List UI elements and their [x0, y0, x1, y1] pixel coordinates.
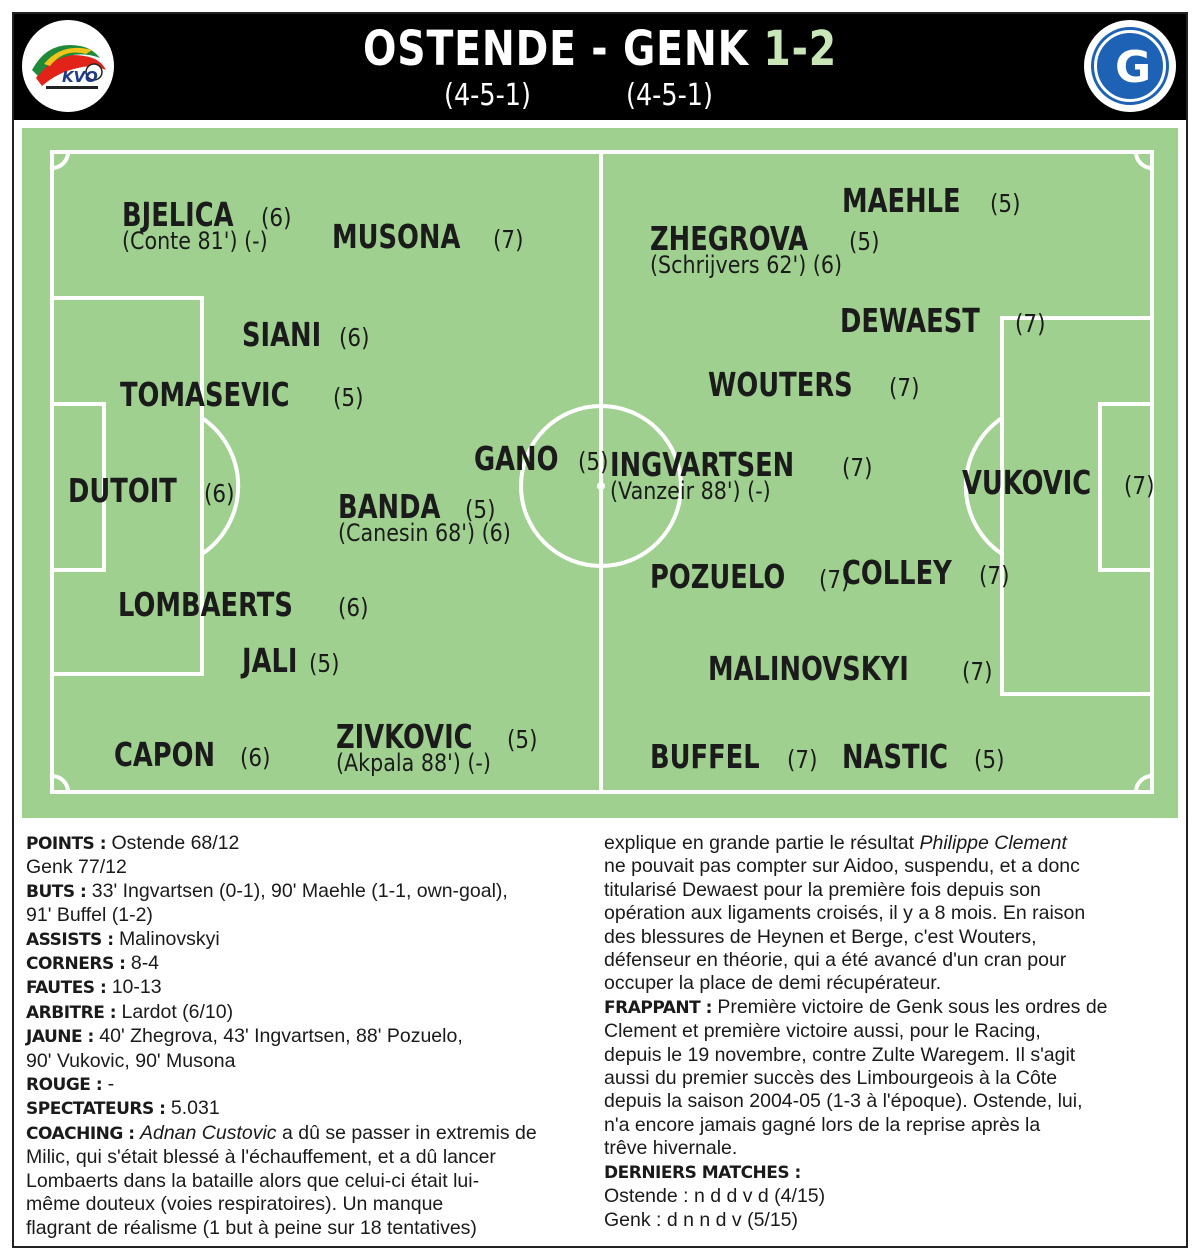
frappant-line-4: aussi du premier succès des Limbourgeois à la Côte: [604, 1067, 1058, 1090]
player-lombaerts: LOMBAERTS (6): [118, 585, 369, 624]
frappant-line-1: FRAPPANT : Première victoire de Genk sous les ordres de: [604, 995, 1108, 1018]
corners-line: CORNERS : 8-4: [26, 952, 160, 975]
player-jali: JALI (5): [242, 641, 340, 680]
match-header: [14, 14, 1186, 120]
frappant-line-2: Clement et première victoire aussi, pour le Racing,: [604, 1020, 1041, 1043]
coaching-line-10: des blessures de Heynen et Berge, c'est Wouters,: [604, 925, 1037, 948]
genk-crest-icon: G: [1094, 30, 1166, 102]
stats-column-left: [26, 832, 586, 1240]
frappant-line-6: n'a encore jamais gagné lors de la reprise après la: [604, 1113, 1041, 1136]
spectateurs-line: SPECTATEURS : 5.031: [26, 1097, 220, 1120]
coaching-line-6: explique en grande partie le résultat Philippe Clement: [604, 832, 1067, 854]
player-colley: COLLEY (7): [842, 553, 1010, 592]
derniers-away: Genk : d n n d v (5/15): [604, 1208, 799, 1231]
points-line-away: Genk 77/12: [26, 856, 127, 879]
fautes-line: FAUTES : 10-13: [26, 976, 162, 999]
coaching-line-1: COACHING : Adnan Custovic a dû se passer in extremis de: [26, 1121, 537, 1144]
coaching-line-4: même douteux (voies respiratoires). Un manque: [26, 1193, 444, 1216]
derniers-home: Ostende : n d d v d (4/15): [604, 1185, 826, 1208]
jaune-line-2: 90' Vukovic, 90' Musona: [26, 1049, 236, 1072]
derniers-label: DERNIERS MATCHES :: [604, 1162, 801, 1183]
player-buffel: BUFFEL (7): [650, 737, 818, 776]
player-musona: MUSONA (7): [332, 217, 524, 256]
coaching-line-5: flagrant de réalisme (1 but à peine sur 18 tentatives): [26, 1216, 477, 1239]
buts-line: BUTS : 33' Ingvartsen (0-1), 90' Maehle (1-1, own-goal),: [26, 879, 508, 902]
match-title: OSTENDE - GENK 1-2: [362, 21, 838, 77]
stats-column-right: [604, 832, 1164, 1232]
svg-text:KVO: KVO: [62, 68, 98, 86]
arbitre-line: ARBITRE : Lardot (6/10): [26, 1000, 234, 1023]
player-ingvartsen: INGVARTSEN (7) (Vanzeir 88') (-): [610, 445, 873, 505]
buts-line-2: 91' Buffel (1-2): [26, 904, 153, 927]
home-formation: (4-5-1): [444, 78, 531, 113]
player-pozuelo: POZUELO (7): [650, 557, 850, 596]
match-report-card: [12, 12, 1188, 1248]
player-zhegrova: ZHEGROVA (5) (Schrijvers 62') (6): [650, 219, 880, 279]
frappant-line-3: depuis le 19 novembre, contre Zulte Waregem. Il s'agit: [604, 1043, 1076, 1066]
coaching-line-7: ne pouvait pas compter sur Aidoo, suspendu, et a donc: [604, 855, 1080, 878]
player-bjelica: BJELICA (6) (Conte 81') (-): [122, 195, 292, 255]
coaching-line-12: occuper la place de demi récupérateur.: [604, 972, 942, 995]
ostende-logo: [22, 20, 114, 112]
player-malinovskyi: MALINOVSKYI (7): [708, 649, 992, 688]
jaune-line: JAUNE : 40' Zhegrova, 43' Ingvartsen, 88' Pozuelo,: [26, 1025, 463, 1048]
player-nastic: NASTIC (5): [842, 737, 1005, 776]
player-gano: GANO (5): [474, 439, 609, 478]
assists-line: ASSISTS : Malinovskyi: [26, 927, 220, 950]
player-vukovic: VUKOVIC (7): [962, 463, 1155, 502]
coaching-line-11: défenseur en théorie, qui a été avancé d'un cran pour: [604, 949, 1067, 972]
away-formation: (4-5-1): [626, 78, 713, 113]
player-capon: CAPON (6): [114, 735, 271, 774]
points-line: POINTS : Ostende 68/12: [26, 832, 240, 854]
coaching-line-2: Milic, qui s'était blessé à l'échauffement, et a dû lancer: [26, 1146, 496, 1169]
frappant-line-5: depuis la saison 2004-05 (1-3 à l'époque). Ostende, lui,: [604, 1090, 1083, 1113]
coaching-line-8: titularisé Dewaest pour la première fois depuis son: [604, 878, 1041, 901]
player-maehle: MAEHLE (5): [842, 181, 1021, 220]
player-dewaest: DEWAEST (7): [840, 301, 1046, 340]
player-wouters: WOUTERS (7): [708, 365, 920, 404]
player-banda: BANDA (5) (Canesin 68') (6): [338, 487, 511, 547]
coaching-line-3: Lombaerts dans la bataille alors que celui-ci était lui-: [26, 1169, 480, 1192]
genk-logo: [1084, 20, 1176, 112]
coaching-line-9: opération aux ligaments croisés, il y a 8 mois. En raison: [604, 902, 1086, 925]
player-siani: SIANI (6): [242, 315, 370, 354]
player-dutoit: DUTOIT (6): [68, 471, 235, 510]
final-score: 1-2: [763, 21, 838, 77]
player-zivkovic: ZIVKOVIC (5) (Akpala 88') (-): [336, 717, 538, 777]
kvo-crest-icon: [22, 20, 114, 112]
frappant-line-7: trêve hivernale.: [604, 1137, 738, 1160]
rouge-line: ROUGE : -: [26, 1073, 115, 1096]
football-pitch: [22, 128, 1178, 818]
player-tomasevic: TOMASEVIC (5): [120, 375, 364, 414]
